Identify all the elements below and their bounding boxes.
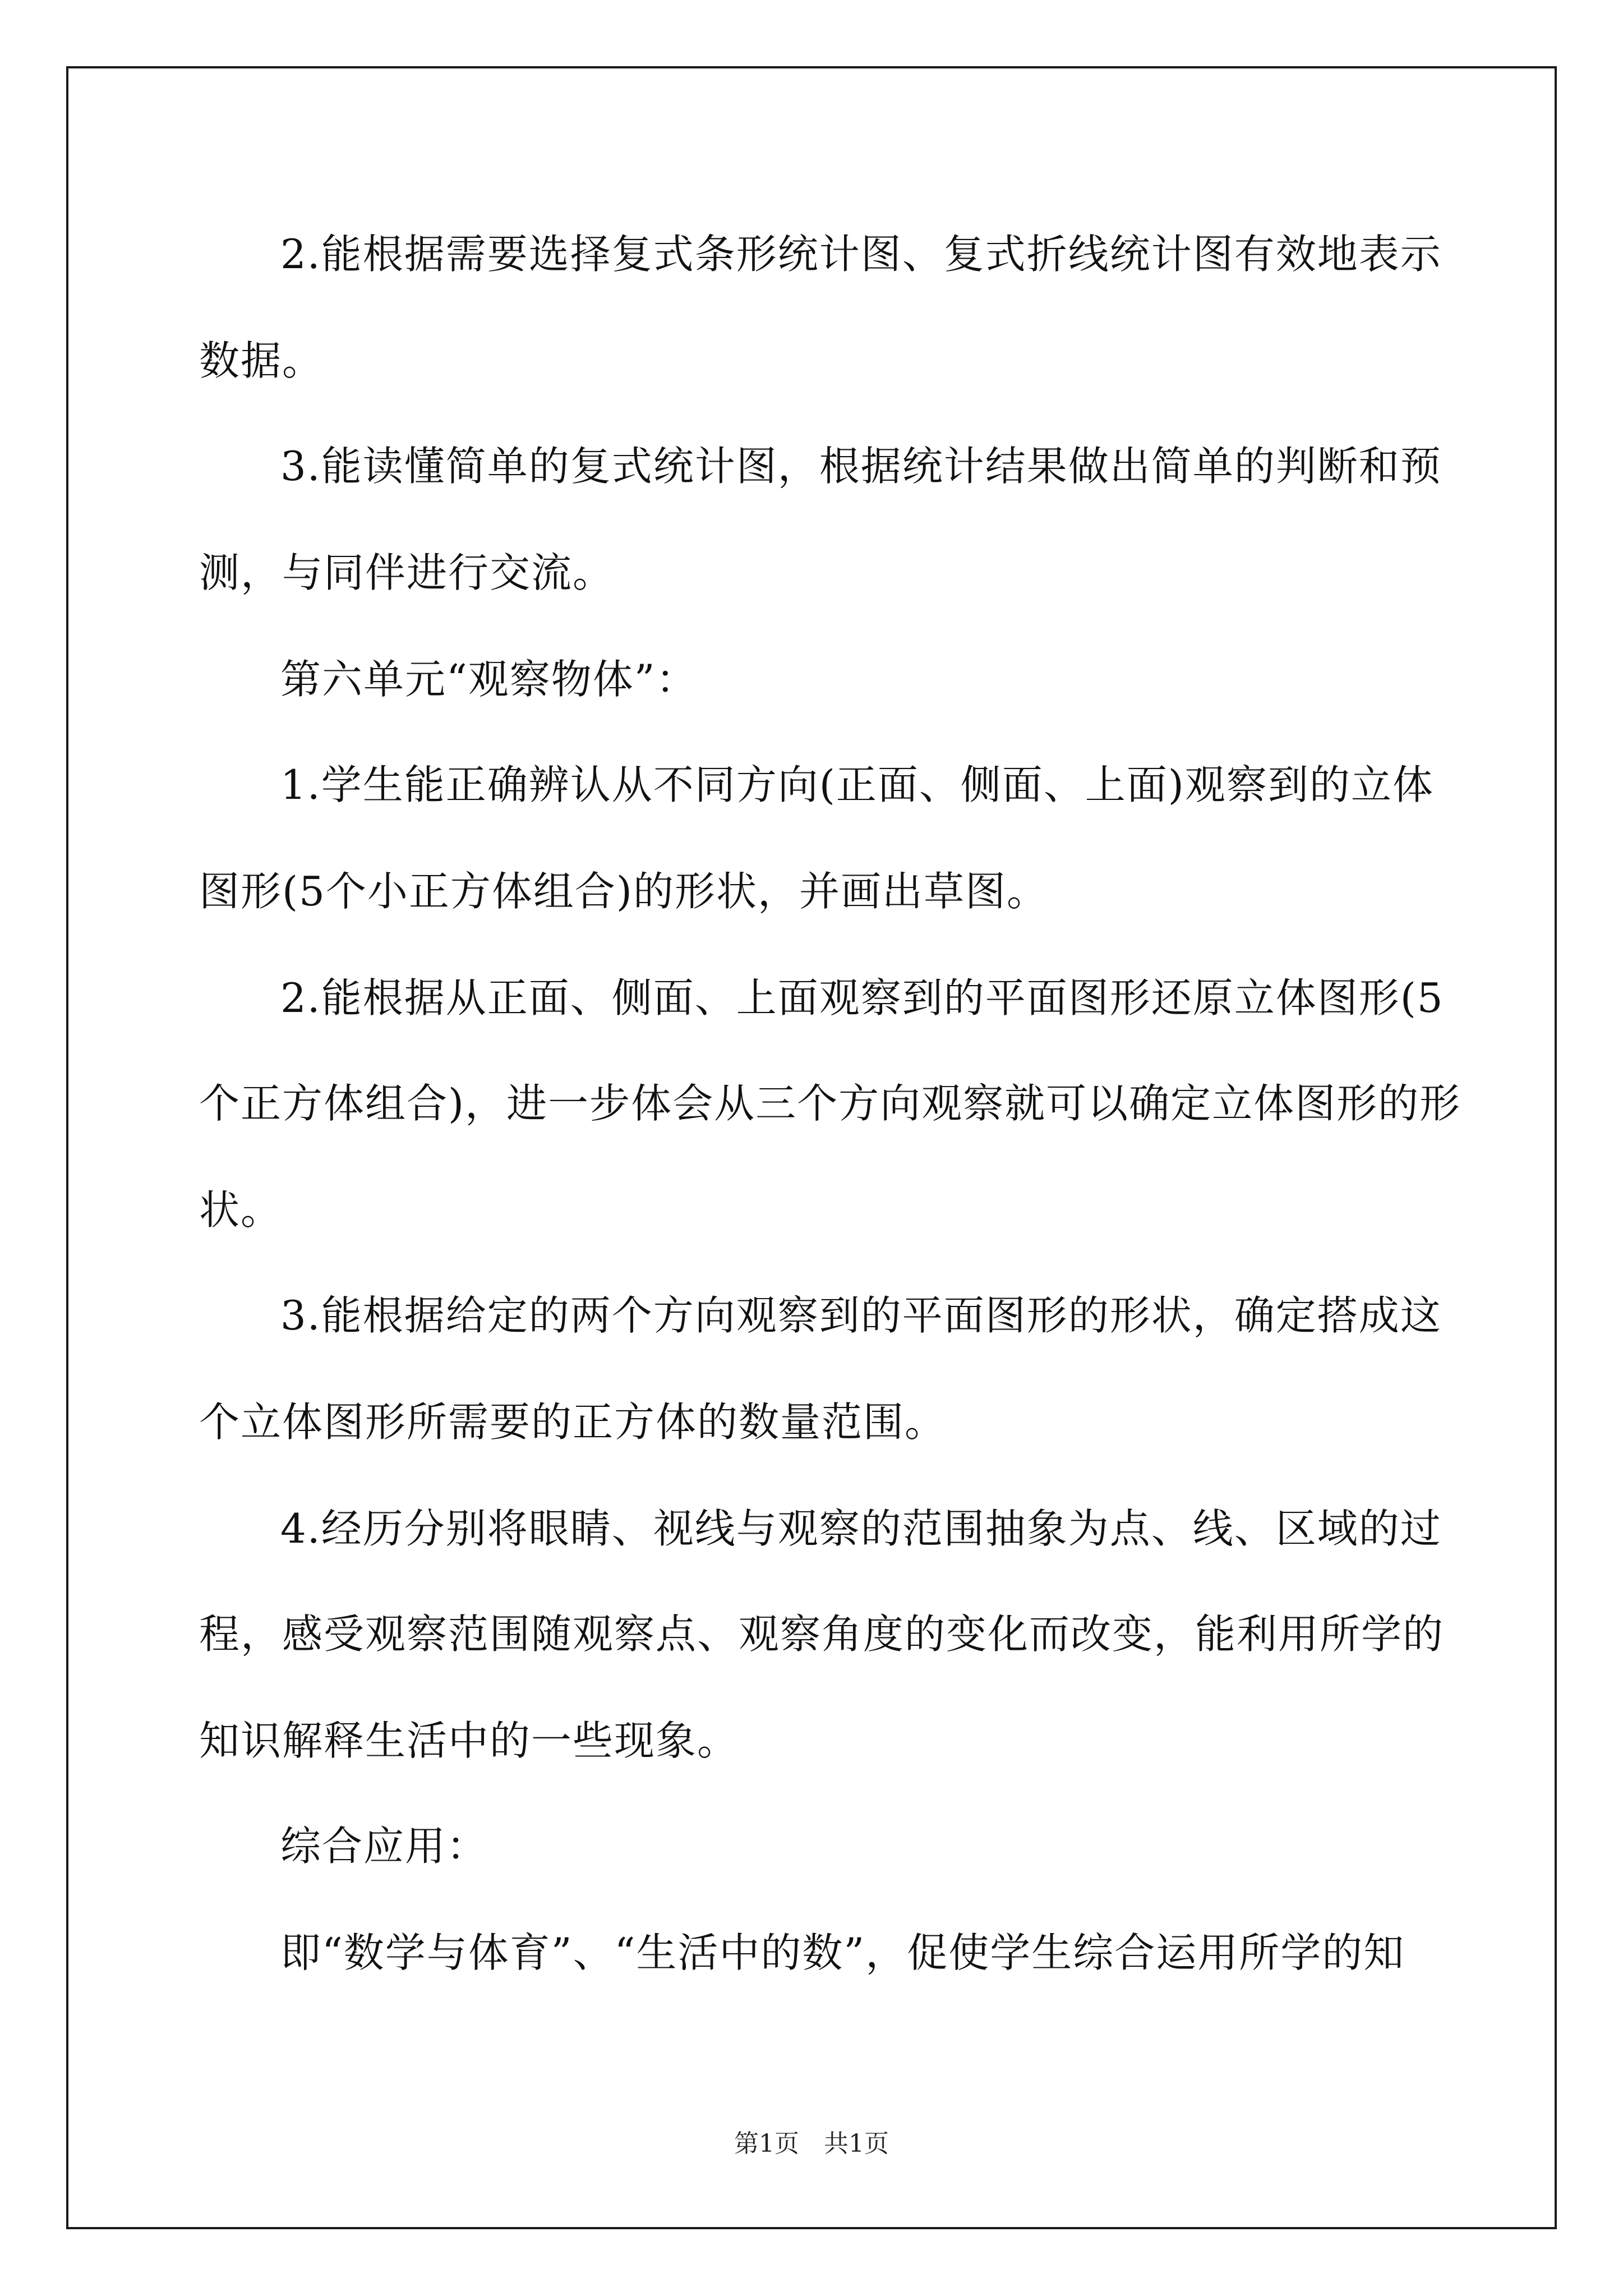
page-border (66, 66, 1557, 2229)
paragraph-line: 个立体图形所需要的正方体的数量范围。 (199, 1398, 947, 1446)
paragraph-line: 1.学生能正确辨认从不同方向(正面、侧面、上面)观察到的立体 (280, 761, 1434, 808)
paragraph-line: 即“数学与体育”、“生活中的数”，促使学生综合运用所学的知 (280, 1929, 1405, 1976)
paragraph-line: 数据。 (199, 337, 324, 384)
paragraph-line: 图形(5个小正方体组合)的形状，并画出草图。 (199, 868, 1048, 915)
paragraph-line: 2.能根据从正面、侧面、上面观察到的平面图形还原立体图形(5 (280, 974, 1444, 1022)
paragraph-line: 4.经历分别将眼睛、视线与观察的范围抽象为点、线、区域的过 (280, 1505, 1442, 1552)
paragraph-line: 状。 (199, 1186, 283, 1234)
paragraph-line: 3.能读懂简单的复式统计图，根据统计结果做出简单的判断和预 (280, 443, 1442, 490)
paragraph-line: 程，感受观察范围随观察点、观察角度的变化而改变，能利用所学的 (199, 1611, 1445, 1658)
paragraph-line: 知识解释生活中的一些现象。 (199, 1717, 739, 1764)
paragraph-line: 2.能根据需要选择复式条形统计图、复式折线统计图有效地表示 (280, 231, 1442, 278)
paragraph-line: 个正方体组合)，进一步体会从三个方向观察就可以确定立体图形的形 (199, 1080, 1461, 1127)
paragraph-line: 3.能根据给定的两个方向观察到的平面图形的形状，确定搭成这 (280, 1292, 1442, 1339)
section-heading: 第六单元“观察物体”： (280, 656, 698, 703)
page-number-footer: 第1页 共1页 (734, 2129, 889, 2158)
paragraph-line: 测，与同伴进行交流。 (199, 549, 615, 596)
section-heading: 综合应用： (280, 1823, 488, 1870)
